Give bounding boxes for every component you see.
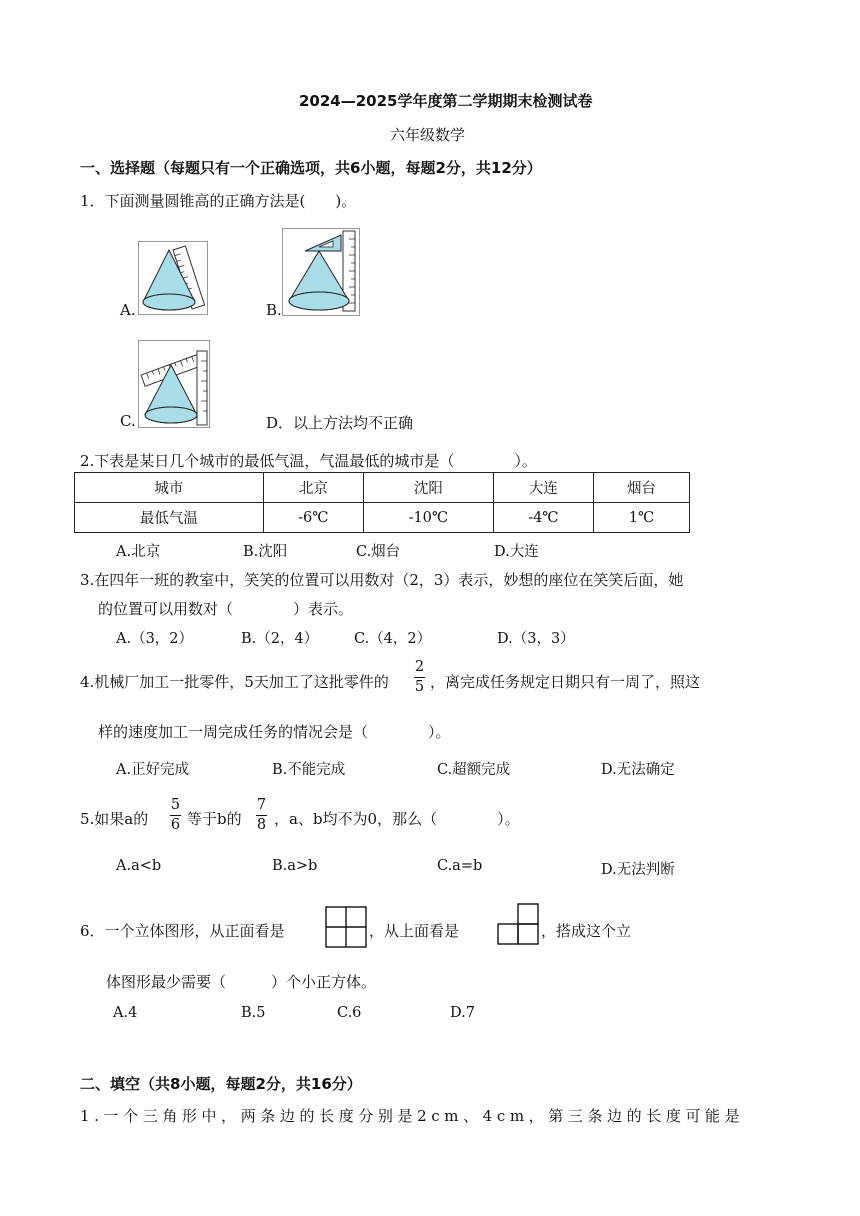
q4-option-d: D.无法确定 [601, 762, 675, 778]
q6-option-b: B.5 [241, 1005, 266, 1021]
q4-option-a: A.正好完成 [116, 762, 190, 778]
q5-part-a: 5.如果a的 [80, 810, 149, 828]
table-cell: -10℃ [363, 503, 493, 533]
q3-option-d: D.（3，3） [497, 631, 575, 647]
fraction-bar [256, 815, 267, 816]
q2-stem: 2.下表是某日几个城市的最低气温，气温最低的城市是（ ）。 [80, 452, 537, 470]
q6-part-a: 6．一个立体图形，从正面看是 [80, 922, 285, 940]
top-view-grid-icon [496, 903, 540, 945]
table-cell: 沈阳 [363, 473, 493, 503]
q1-option-a-label: A. [120, 301, 136, 319]
q3-option-a: A.（3，2） [116, 631, 194, 647]
table-cell: 北京 [263, 473, 363, 503]
fraction-numerator: 2 [414, 659, 425, 675]
table-cell: 城市 [75, 473, 264, 503]
fraction-numerator: 7 [256, 797, 267, 813]
q4-option-b: B.不能完成 [272, 762, 346, 778]
front-view-grid-icon [325, 906, 367, 948]
fraction-numerator: 5 [170, 797, 181, 813]
q5-part-b: 等于b的 [187, 810, 242, 828]
q5-option-b: B.a>b [272, 858, 318, 874]
table-cell: 最低气温 [75, 503, 264, 533]
temperature-table [74, 472, 690, 533]
table-cell: -6℃ [263, 503, 363, 533]
q4-option-c: C.超额完成 [437, 762, 511, 778]
q5-fraction-2 [256, 797, 267, 834]
table-cell: 1℃ [594, 503, 690, 533]
q6-part-b: ，从上面看是 [369, 922, 460, 940]
q4-line-1-a: 4.机械厂加工一批零件，5天加工了这批零件的 [80, 673, 389, 691]
q6-option-d: D.7 [450, 1005, 475, 1021]
fraction-denominator: 6 [170, 817, 181, 833]
table-cell: 烟台 [594, 473, 690, 503]
q4-line-1-b: ，离完成任务规定日期只有一周了，照这 [430, 673, 701, 691]
section-1-heading: 一、选择题（每题只有一个正确选项，共6小题，每题2分，共12分） [80, 159, 542, 177]
q2-option-d: D.大连 [494, 544, 539, 560]
q6-option-a: A.4 [113, 1005, 138, 1021]
q6-part-c: ，搭成这个立 [541, 922, 632, 940]
q4-line-2: 样的速度加工一周完成任务的情况会是（ ）。 [98, 723, 451, 741]
q1-option-b-label: B. [266, 301, 282, 319]
q5-option-d: D.无法判断 [601, 862, 675, 878]
section-2-heading: 二、填空（共8小题，每题2分，共16分） [80, 1075, 362, 1093]
fraction-bar [170, 815, 181, 816]
fraction-denominator: 8 [256, 817, 267, 833]
figure-c-cone-with-ruler [138, 340, 210, 428]
q4-fraction [414, 659, 425, 696]
exam-subtitle: 六年级数学 [390, 126, 466, 144]
s2-q1-line-1: 1.一个三角形中，两条边的长度分别是2cm、4cm，第三条边的长度可能是 [80, 1107, 745, 1125]
q2-option-c: C.烟台 [356, 544, 401, 560]
q5-fraction-1 [170, 797, 181, 834]
q1-option-d: D．以上方法均不正确 [266, 414, 414, 432]
fraction-bar [414, 677, 425, 678]
q5-option-c: C.a=b [437, 858, 483, 874]
table-row [75, 503, 690, 533]
table-cell: 大连 [493, 473, 593, 503]
q3-line-1: 3.在四年一班的教室中，笑笑的位置可以用数对（2，3）表示，妙想的座位在笑笑后面，她 [80, 571, 684, 589]
table-header-row [75, 473, 690, 503]
q3-option-c: C.（4，2） [354, 631, 432, 647]
table-cell: -4℃ [493, 503, 593, 533]
figure-a-cone-with-ruler [138, 241, 208, 315]
q5-part-c: ，a、b均不为0，那么（ ）。 [274, 810, 520, 828]
q5-option-a: A.a<b [116, 858, 162, 874]
q1-stem: 1．下面测量圆锥高的正确方法是( )。 [80, 192, 357, 210]
q3-option-b: B.（2，4） [241, 631, 319, 647]
q2-option-b: B.沈阳 [243, 544, 288, 560]
exam-title: 2024—2025学年度第二学期期末检测试卷 [299, 92, 593, 110]
q1-option-c-label: C. [120, 412, 136, 430]
q6-option-c: C.6 [337, 1005, 362, 1021]
figure-b-cone-with-triangle [282, 228, 360, 316]
q6-line-2: 体图形最少需要（ ）个小正方体。 [106, 973, 377, 991]
fraction-denominator: 5 [414, 679, 425, 695]
q3-line-2: 的位置可以用数对（ ）表示。 [98, 600, 354, 618]
q2-option-a: A.北京 [116, 544, 161, 560]
